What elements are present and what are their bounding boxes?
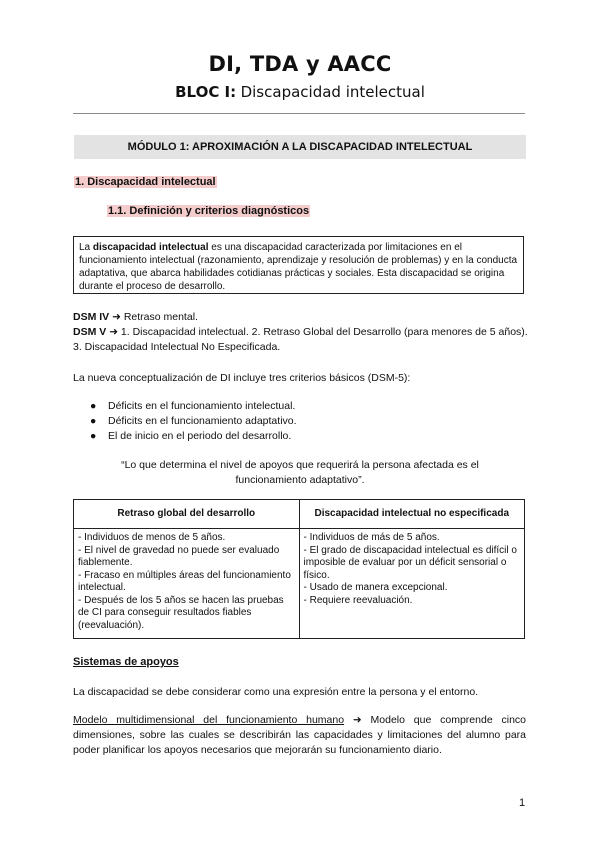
dsm-iv-line [73, 310, 533, 325]
dsm-iv-label: DSM IV [73, 311, 110, 323]
bullet-icon: ● [90, 400, 97, 412]
definition-term: discapacidad intelectual [92, 242, 209, 253]
quote: “Lo que determina el nivel de apoyos que requerirá la persona afectada es el funcionamiento adaptativo”. [121, 459, 479, 486]
document-title: DI, TDA y AACC [208, 52, 392, 76]
supports-heading: Sistemas de apoyos [73, 656, 179, 668]
model-paragraph [73, 713, 526, 758]
list-item: ● El de inicio en el periodo del desarrollo. [90, 430, 292, 442]
dsm-v-text: 1. Discapacidad intelectual. 2. Retraso Global del Desarrollo (para menores de 5 años). 3. Discapacidad Intelectual No Especificada. [73, 326, 528, 353]
module-title: MÓDULO 1: APROXIMACIÓN A LA DISCAPACIDAD INTELECTUAL [127, 141, 473, 153]
arrow-icon: ➜ [352, 714, 362, 726]
table-header: Retraso global del desarrollo [74, 500, 300, 529]
list-item: ● Déficits en el funcionamiento intelectual. [90, 400, 296, 412]
section-heading-1: 1. Discapacidad intelectual [75, 176, 216, 188]
table-cell: - Individuos de más de 5 años. - El grado de discapacidad intelectual es difícil o imposible de evaluar por un déficit sensorial o físico. - Usado de manera excepcional. - Requiere reevaluación. [299, 529, 525, 639]
list-item: ● Déficits en el funcionamiento adaptativo. [90, 415, 297, 427]
definition-box [73, 236, 524, 294]
bullet-icon: ● [90, 430, 97, 442]
model-label: Modelo multidimensional del funcionamiento humano [73, 714, 345, 726]
bloc-label: BLOC I: [175, 83, 237, 101]
dsm-classification [73, 310, 533, 355]
definition-text: es una discapacidad caracterizada por limitaciones en el funcionamiento intelectual (razonamiento, aprendizaje y resolución de problemas) y en la conducta adaptativa, que abarca habilidades cotidianas prácticas y sociales. Esta discapacidad se origina durante el proceso de desarrollo. [79, 242, 518, 292]
document-subtitle [0, 83, 600, 102]
dsm-iv-text: Retraso mental. [123, 311, 198, 323]
dsm-v-label: DSM V [73, 326, 107, 338]
bloc-text: Discapacidad intelectual [240, 83, 425, 101]
table-cell: - Individuos de menos de 5 años. - El nivel de gravedad no puede ser evaluado fiablemente. - Fracaso en múltiples áreas del funcionamiento intelectual. - Después de los 5 años se hacen las pruebas de CI para conseguir resultados fiables (reevaluación). [74, 529, 300, 639]
page-number: 1 [519, 797, 526, 809]
section-heading-1-1: 1.1. Definición y criterios diagnósticos [108, 205, 310, 217]
table-header-row [74, 500, 525, 529]
supports-text: La discapacidad se debe considerar como una expresión entre la persona y el entorno. [73, 686, 479, 698]
bullet-icon: ● [90, 415, 97, 427]
title-divider [73, 113, 525, 114]
module-banner [74, 135, 526, 159]
table-header: Discapacidad intelectual no especificada [299, 500, 525, 529]
definition-prefix: La [79, 242, 93, 253]
arrow-icon: ➜ [109, 326, 118, 338]
comparison-table [73, 499, 525, 639]
arrow-icon: ➜ [112, 311, 121, 323]
model-text: Modelo que comprende cinco dimensiones, sobre las cuales se describirán las capacidades y limitaciones del alumno para poder planificar los apoyos necesarios que mejorarán su funcionamiento diario. [73, 714, 526, 756]
table-row [74, 529, 525, 639]
criteria-intro: La nueva conceptualización de DI incluye tres criterios básicos (DSM-5): [73, 372, 411, 384]
dsm-v-line [73, 325, 533, 355]
criteria-list [90, 399, 297, 444]
